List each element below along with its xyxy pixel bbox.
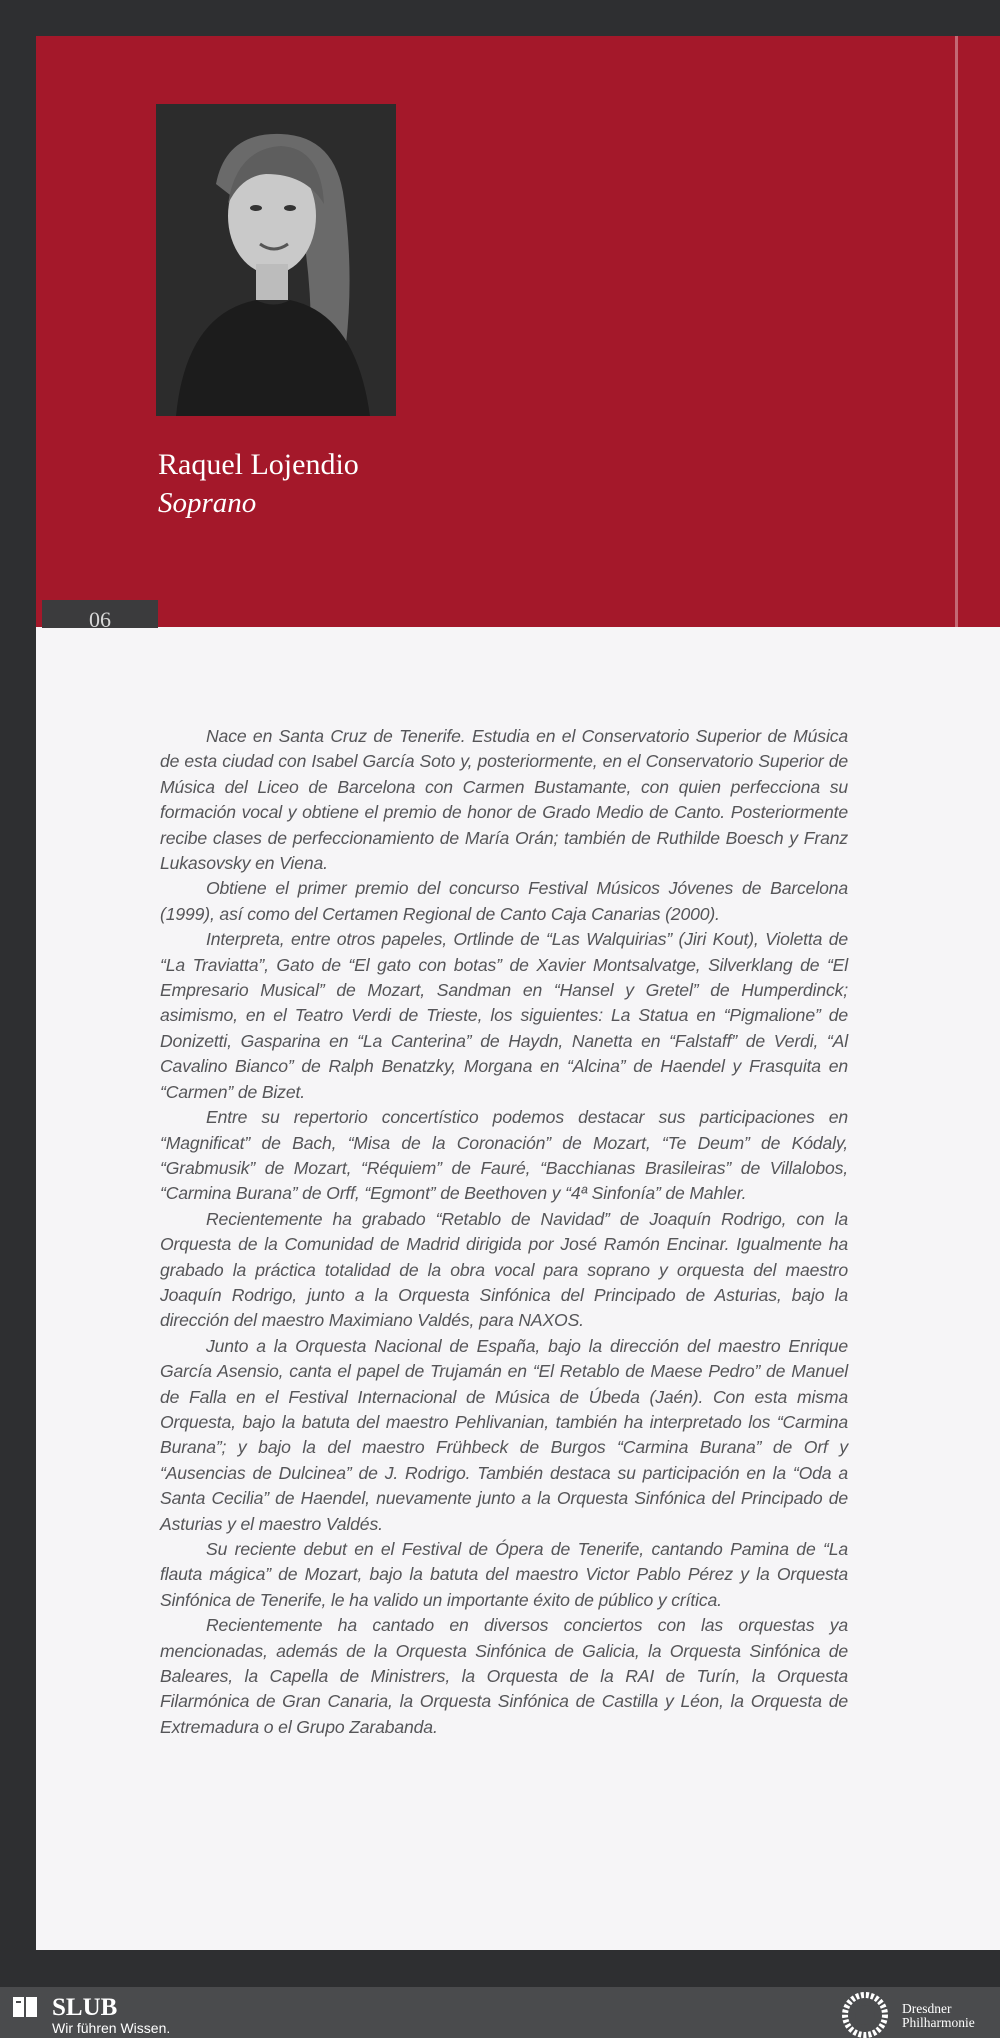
slub-name[interactable]: SLUB xyxy=(52,1994,118,2021)
biography-paragraph: Recientemente ha grabado “Retablo de Navidad” de Joaquín Rodrigo, con la Orquesta de la Comunidad de Madrid dirigida por José Ramón Encinar. Igualmente ha grabado la práctica totalidad de la obra vocal para soprano y orquesta del maestro Joaquín Rodrigo, junto a la Orquesta Sinfónica del Principado de Asturias, bajo la dirección del maestro Maximiano Valdés, para NAXOS. xyxy=(160,1208,848,1331)
dp-line-2: Philharmonie xyxy=(902,2015,975,2030)
portrait-photo xyxy=(156,104,396,416)
biography-paragraph: Obtiene el primer premio del concurso Festival Músicos Jóvenes de Barcelona (1999), así como del Certamen Regional de Canto Caja Canarias (2000). xyxy=(160,878,848,924)
biography-paragraph: Recientemente ha cantado en diversos conciertos con las orquestas ya mencionadas, además de la Orquesta Sinfónica de Galicia, la Orquesta Sinfónica de Baleares, la Capella de Ministrers, la Orquesta de la RAI de Turín, la Orquesta Filarmónica de Gran Canaria, la Orquesta Sinfónica de Castilla y Léon, la Orquesta de Extremadura o el Grupo Zarabanda. xyxy=(160,1615,848,1737)
dp-line-1: Dresdner xyxy=(902,2001,952,2016)
book-icon xyxy=(12,1995,38,2019)
biography-paragraph: Su reciente debut en el Festival de Ópera de Tenerife, cantando Pamina de “La flauta mágica” de Mozart, bajo la batuta del maestro Victor Pablo Pérez y la Orquesta Sinfónica de Tenerife, le ha valido un importante éxito de público y crítica. xyxy=(160,1539,848,1610)
slub-tagline: Wir führen Wissen. xyxy=(52,2020,171,2036)
performer-role: Soprano xyxy=(158,487,257,519)
page-number: 06 xyxy=(42,600,158,628)
biography-text xyxy=(160,724,848,1740)
biography-paragraph: Junto a la Orquesta Nacional de España, bajo la dirección del maestro Enrique García Asensio, canta el papel de Trujamán en “El Retablo de Maese Pedro” de Manuel de Falla en el Festival Internacional de Música de Úbeda (Jaén). Con esta misma Orquesta, bajo la batuta del maestro Pehlivanian, también ha interpretado los “Carmina Burana”; y bajo la del maestro Frühbeck de Burgos “Carmina Burana” de Orf y “Ausencias de Dulcinea” de J. Rodrigo. También destaca su participación en la “Oda a Santa Cecilia” de Haendel, nuevamente junto a la Orquesta Sinfónica del Principado de Asturias y el maestro Valdés. xyxy=(160,1335,848,1534)
biography-paragraph: Interpreta, entre otros papeles, Ortlinde de “Las Walquirias” (Jiri Kout), Violetta de “La Traviatta”, Gato de “El gato con botas” de Xavier Montsalvatge, Silverklang de “El Empresario Musical” de Mozart, Sandman en “Hansel y Gretel” de Humperdinck; asimismo, en el Teatro Verdi de Trieste, los siguientes: La Statua en “Pigmalione” de Donizetti, Gasparina en “La Canterina” de Haydn, Nanetta en “Falstaff” de Verdi, “Al Cavalino Bianco” de Ralph Benatzky, Morgana en “Alcina” de Haendel y Frasquita en “Carmen” de Bizet. xyxy=(160,929,848,1102)
biography-paragraph: Nace en Santa Cruz de Tenerife. Estudia en el Conservatorio Superior de Música de esta ciudad con Isabel García Soto y, posteriormente, en el Conservatorio Superior de Música del Liceo de Barcelona con Carmen Bustamante, con quien perfecciona su formación vocal y obtiene el premio de honor de Grado Medio de Canto. Posteriormente recibe clases de perfeccionamiento de María Orán; también de Ruthilde Boesch y Franz Lukasovsky en Viena. xyxy=(160,726,848,874)
biography-paragraph: Entre su repertorio concertístico podemos destacar sus participaciones en “Magnificat” de Bach, “Misa de la Coronación” de Mozart, “Te Deum” de Kódaly, “Grabmusik” de Mozart, “Réquiem” de Fauré, “Bacchianas Brasileiras” de Villalobos, “Carmina Burana” de Orff, “Egmont” de Beethoven y “4ª Sinfonía” de Mahler. xyxy=(160,1107,848,1204)
performer-name: Raquel Lojendio xyxy=(158,448,359,481)
sunburst-logo-icon[interactable] xyxy=(842,1992,888,2038)
dresdner-philharmonie-label xyxy=(902,2002,975,2030)
page-fold xyxy=(955,36,958,627)
